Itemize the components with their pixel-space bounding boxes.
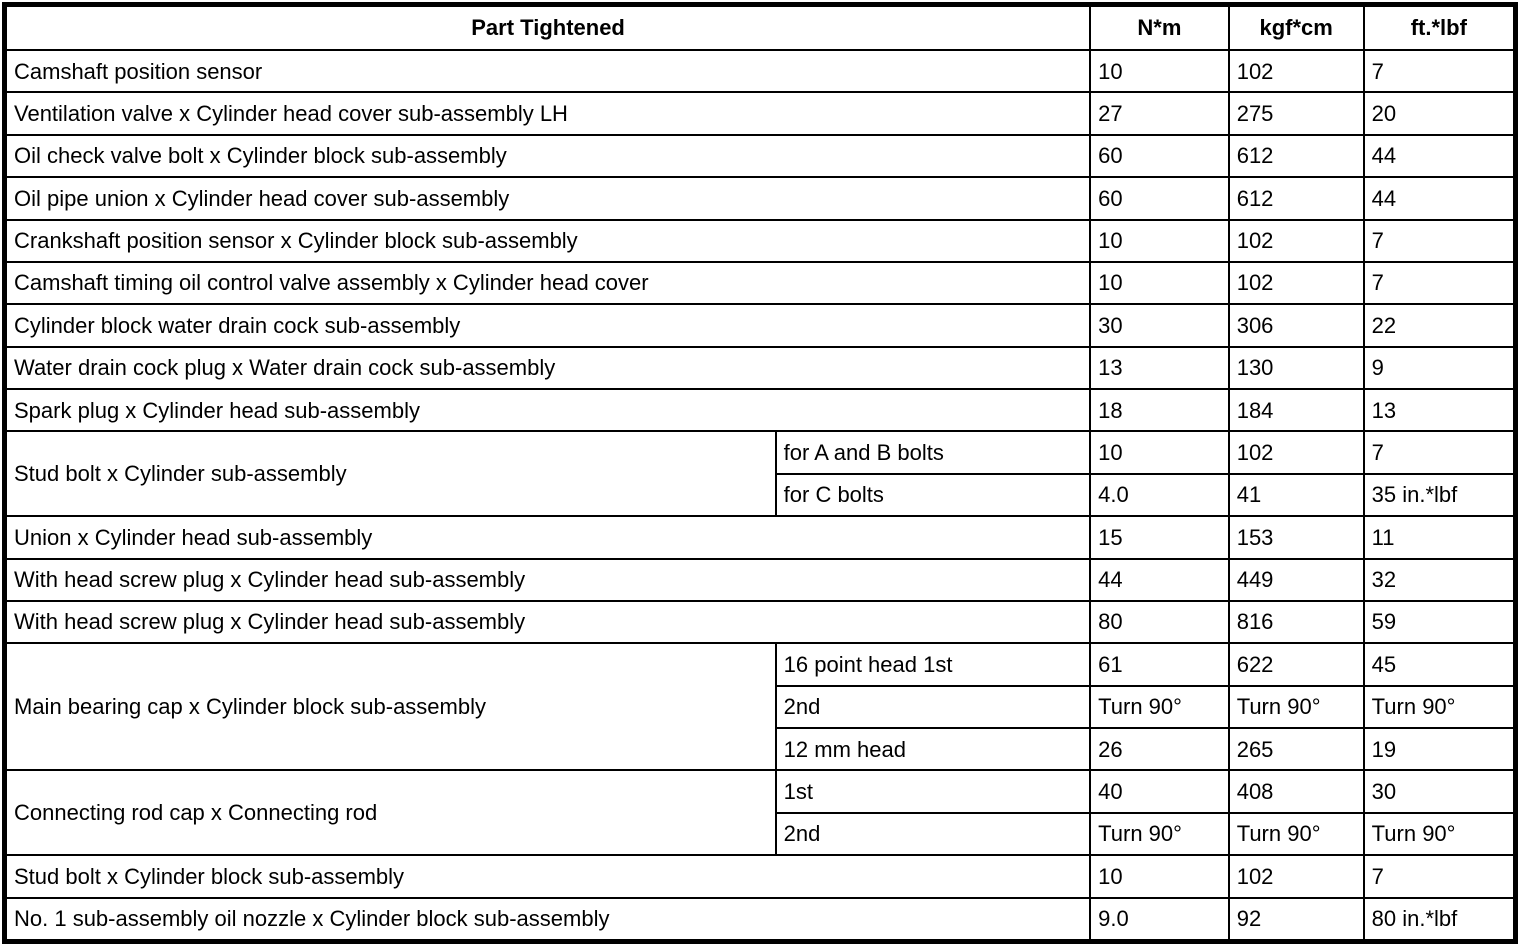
condition-cell: 1st	[776, 770, 1090, 812]
kgfcm-value-cell: 102	[1229, 855, 1364, 897]
part-cell: Cylinder block water drain cock sub-assembly	[5, 304, 1091, 346]
nm-value-cell: 40	[1090, 770, 1229, 812]
part-cell: Connecting rod cap x Connecting rod	[5, 770, 776, 855]
kgfcm-value-cell: 102	[1229, 50, 1364, 92]
ftlbf-value-cell: 35 in.*lbf	[1364, 474, 1516, 516]
ftlbf-value-cell: 32	[1364, 559, 1516, 601]
nm-value-cell: 15	[1090, 516, 1229, 558]
kgfcm-value-cell: Turn 90°	[1229, 686, 1364, 728]
part-cell: Oil check valve bolt x Cylinder block sub-assembly	[5, 135, 1091, 177]
spec-row	[5, 92, 1516, 134]
kgfcm-value-cell: 92	[1229, 898, 1364, 942]
ftlbf-value-cell: 22	[1364, 304, 1516, 346]
nm-value-cell: 4.0	[1090, 474, 1229, 516]
kgfcm-value-cell: 612	[1229, 177, 1364, 219]
ftlbf-value-cell: 9	[1364, 347, 1516, 389]
nm-value-cell: 13	[1090, 347, 1229, 389]
kgfcm-value-cell: 184	[1229, 389, 1364, 431]
col-header-kgfcm: kgf*cm	[1229, 5, 1364, 51]
ftlbf-value-cell: 19	[1364, 728, 1516, 770]
ftlbf-value-cell: 7	[1364, 262, 1516, 304]
part-cell: Stud bolt x Cylinder sub-assembly	[5, 431, 776, 516]
nm-value-cell: 80	[1090, 601, 1229, 643]
part-cell: Ventilation valve x Cylinder head cover sub-assembly LH	[5, 92, 1091, 134]
spec-row	[5, 898, 1516, 942]
kgfcm-value-cell: 816	[1229, 601, 1364, 643]
spec-row	[5, 601, 1516, 643]
kgfcm-value-cell: 265	[1229, 728, 1364, 770]
part-cell: Crankshaft position sensor x Cylinder block sub-assembly	[5, 220, 1091, 262]
ftlbf-value-cell: 20	[1364, 92, 1516, 134]
spec-row	[5, 559, 1516, 601]
kgfcm-value-cell: 449	[1229, 559, 1364, 601]
header-row	[5, 5, 1516, 51]
nm-value-cell: 10	[1090, 855, 1229, 897]
ftlbf-value-cell: 7	[1364, 431, 1516, 473]
spec-row	[5, 135, 1516, 177]
kgfcm-value-cell: 102	[1229, 220, 1364, 262]
condition-cell: 16 point head 1st	[776, 643, 1090, 685]
part-cell: Camshaft position sensor	[5, 50, 1091, 92]
kgfcm-value-cell: 102	[1229, 262, 1364, 304]
kgfcm-value-cell: 612	[1229, 135, 1364, 177]
nm-value-cell: 10	[1090, 50, 1229, 92]
kgfcm-value-cell: 102	[1229, 431, 1364, 473]
ftlbf-value-cell: 80 in.*lbf	[1364, 898, 1516, 942]
nm-value-cell: 60	[1090, 177, 1229, 219]
ftlbf-value-cell: 59	[1364, 601, 1516, 643]
col-header-nm: N*m	[1090, 5, 1229, 51]
part-cell: Camshaft timing oil control valve assembly x Cylinder head cover	[5, 262, 1091, 304]
spec-row	[5, 516, 1516, 558]
kgfcm-value-cell: 408	[1229, 770, 1364, 812]
spec-row	[5, 770, 1516, 812]
kgfcm-value-cell: 153	[1229, 516, 1364, 558]
nm-value-cell: 61	[1090, 643, 1229, 685]
nm-value-cell: 18	[1090, 389, 1229, 431]
ftlbf-value-cell: 30	[1364, 770, 1516, 812]
ftlbf-value-cell: 11	[1364, 516, 1516, 558]
spec-row	[5, 262, 1516, 304]
kgfcm-value-cell: Turn 90°	[1229, 813, 1364, 855]
condition-cell: for A and B bolts	[776, 431, 1090, 473]
nm-value-cell: Turn 90°	[1090, 813, 1229, 855]
ftlbf-value-cell: 13	[1364, 389, 1516, 431]
nm-value-cell: 44	[1090, 559, 1229, 601]
nm-value-cell: 60	[1090, 135, 1229, 177]
part-cell: Stud bolt x Cylinder block sub-assembly	[5, 855, 1091, 897]
spec-row	[5, 220, 1516, 262]
part-cell: Main bearing cap x Cylinder block sub-assembly	[5, 643, 776, 770]
condition-cell: 2nd	[776, 686, 1090, 728]
spec-row	[5, 177, 1516, 219]
kgfcm-value-cell: 275	[1229, 92, 1364, 134]
spec-row	[5, 304, 1516, 346]
col-header-ftlbf: ft.*lbf	[1364, 5, 1516, 51]
part-cell: Water drain cock plug x Water drain cock sub-assembly	[5, 347, 1091, 389]
nm-value-cell: 27	[1090, 92, 1229, 134]
nm-value-cell: Turn 90°	[1090, 686, 1229, 728]
part-cell: Union x Cylinder head sub-assembly	[5, 516, 1091, 558]
ftlbf-value-cell: Turn 90°	[1364, 813, 1516, 855]
nm-value-cell: 30	[1090, 304, 1229, 346]
spec-row	[5, 50, 1516, 92]
kgfcm-value-cell: 130	[1229, 347, 1364, 389]
part-cell: No. 1 sub-assembly oil nozzle x Cylinder block sub-assembly	[5, 898, 1091, 942]
torque-spec-table	[2, 2, 1518, 944]
ftlbf-value-cell: 7	[1364, 855, 1516, 897]
ftlbf-value-cell: 44	[1364, 177, 1516, 219]
col-header-part-tightened: Part Tightened	[5, 5, 1091, 51]
spec-row	[5, 431, 1516, 473]
condition-cell: 2nd	[776, 813, 1090, 855]
condition-cell: 12 mm head	[776, 728, 1090, 770]
kgfcm-value-cell: 306	[1229, 304, 1364, 346]
kgfcm-value-cell: 622	[1229, 643, 1364, 685]
ftlbf-value-cell: 7	[1364, 50, 1516, 92]
ftlbf-value-cell: 45	[1364, 643, 1516, 685]
nm-value-cell: 26	[1090, 728, 1229, 770]
nm-value-cell: 9.0	[1090, 898, 1229, 942]
part-cell: With head screw plug x Cylinder head sub-assembly	[5, 601, 1091, 643]
ftlbf-value-cell: 44	[1364, 135, 1516, 177]
spec-row	[5, 855, 1516, 897]
part-cell: Spark plug x Cylinder head sub-assembly	[5, 389, 1091, 431]
spec-row	[5, 389, 1516, 431]
part-cell: Oil pipe union x Cylinder head cover sub-assembly	[5, 177, 1091, 219]
spec-row	[5, 643, 1516, 685]
nm-value-cell: 10	[1090, 220, 1229, 262]
nm-value-cell: 10	[1090, 431, 1229, 473]
ftlbf-value-cell: 7	[1364, 220, 1516, 262]
spec-row	[5, 347, 1516, 389]
part-cell: With head screw plug x Cylinder head sub-assembly	[5, 559, 1091, 601]
kgfcm-value-cell: 41	[1229, 474, 1364, 516]
ftlbf-value-cell: Turn 90°	[1364, 686, 1516, 728]
nm-value-cell: 10	[1090, 262, 1229, 304]
condition-cell: for C bolts	[776, 474, 1090, 516]
